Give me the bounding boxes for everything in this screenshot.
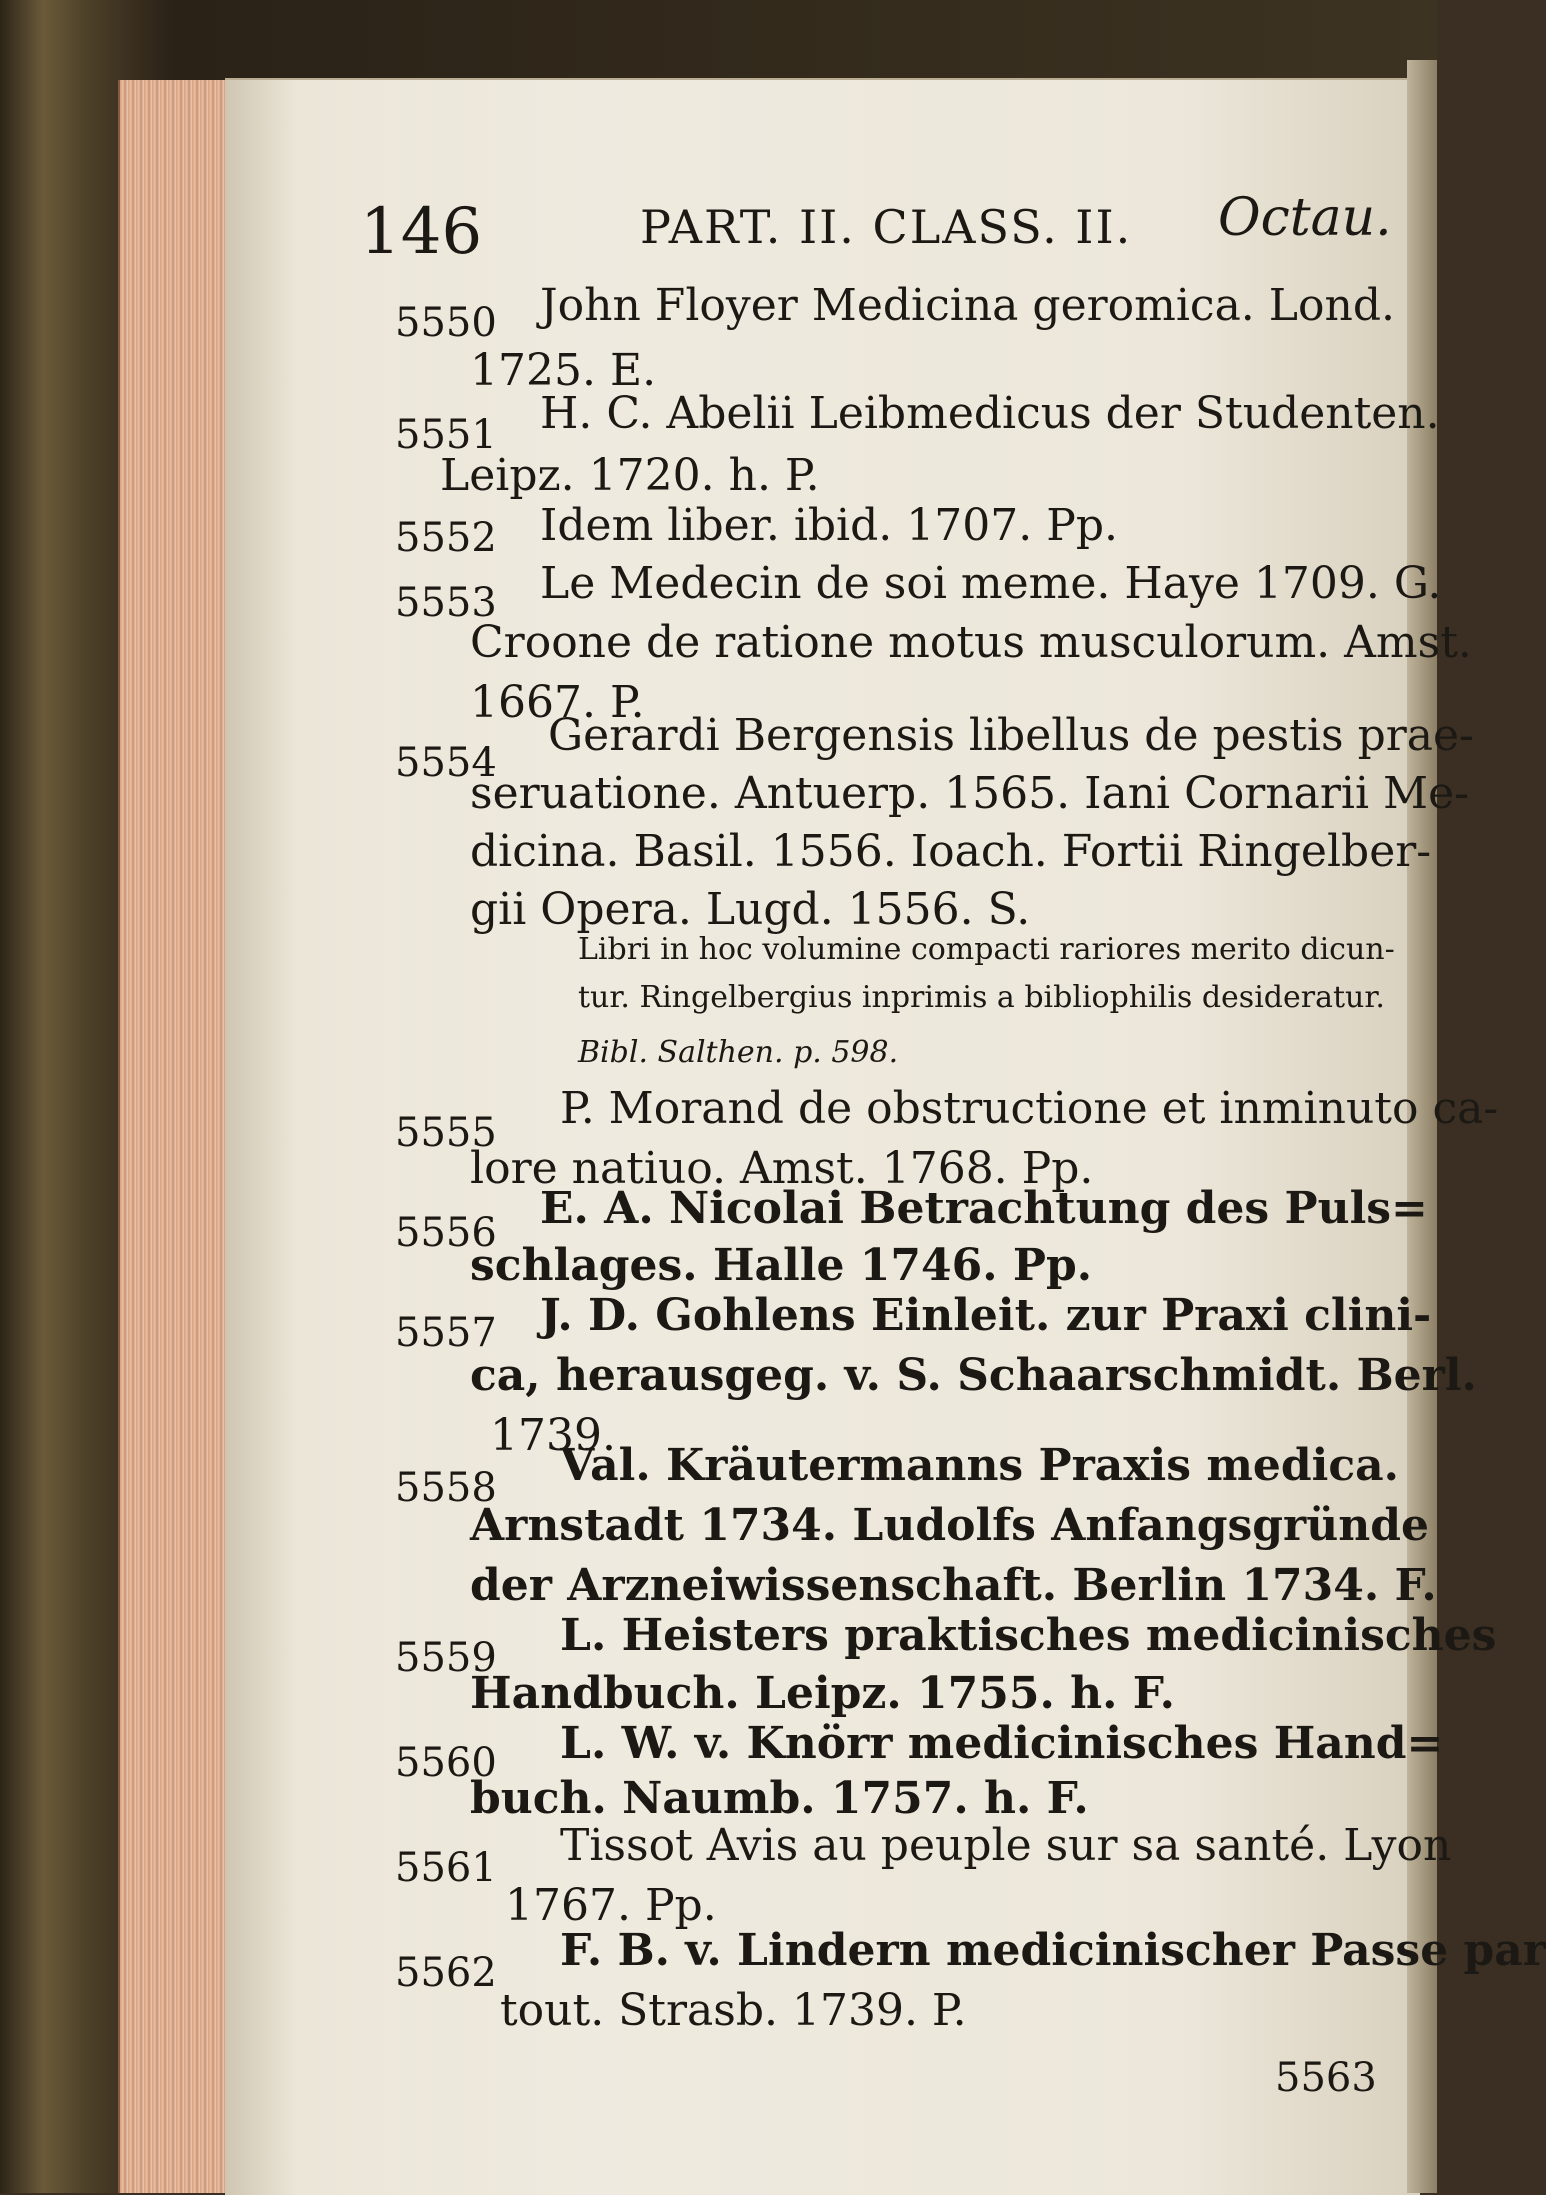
entry-number: 5560 — [395, 1740, 497, 1786]
entry-number: 5558 — [395, 1465, 497, 1511]
entry-line: ca, herausgeg. v. S. Schaarschmidt. Berl. — [470, 1350, 1477, 1401]
entry-line: Leipz. 1720. h. P. — [440, 450, 820, 501]
entry-line: Handbuch. Leipz. 1755. h. F. — [470, 1668, 1175, 1719]
entry-line: seruatione. Antuerp. 1565. Iani Cornarii Me- — [470, 768, 1470, 819]
entry-line: F. B. v. Lindern medicinischer Passe par — [560, 1925, 1546, 1976]
entry-line: H. C. Abelii Leibmedicus der Studenten. — [540, 388, 1440, 439]
entry-line: 1739. — [490, 1410, 616, 1461]
entry-line: J. D. Gohlens Einleit. zur Praxi clini- — [540, 1290, 1432, 1341]
entry-line: buch. Naumb. 1757. h. F. — [470, 1773, 1089, 1824]
entry-number: 5557 — [395, 1310, 497, 1356]
entry-line: Arnstadt 1734. Ludolfs Anfangsgründe — [470, 1500, 1429, 1551]
note-citation: Bibl. Salthen. p. 598. — [578, 1035, 899, 1070]
entry-line: L. Heisters praktisches medicinisches — [560, 1610, 1497, 1661]
page-edges — [118, 80, 230, 2193]
entry-line: John Floyer Medicina geromica. Lond. — [540, 280, 1395, 331]
entry-number: 5556 — [395, 1210, 497, 1256]
note-line: Libri in hoc volumine compacti rariores merito dicun- — [578, 932, 1395, 967]
entry-line: L. W. v. Knörr medicinisches Hand= — [560, 1718, 1444, 1769]
format-label: Octau. — [1218, 188, 1392, 248]
entry-number: 5553 — [395, 580, 497, 626]
entry-number: 5552 — [395, 515, 497, 561]
entry-line: der Arzneiwissenschaft. Berlin 1734. F. — [470, 1560, 1437, 1611]
entry-number: 5550 — [395, 300, 497, 346]
entry-line: 1725. E. — [470, 345, 657, 396]
entry-line: Tissot Avis au peuple sur sa santé. Lyon — [560, 1820, 1452, 1871]
note-line: tur. Ringelbergius inprimis a bibliophilis desideratur. — [578, 980, 1385, 1015]
entry-line: Le Medecin de soi meme. Haye 1709. G. — [540, 558, 1442, 609]
running-head: PART. II. CLASS. II. — [640, 200, 1133, 254]
entry-number: 5554 — [395, 740, 497, 786]
entry-line: P. Morand de obstructione et inminuto ca- — [560, 1083, 1499, 1134]
entry-line: tout. Strasb. 1739. P. — [500, 1985, 967, 2036]
entry-line: 1667. P. — [470, 677, 645, 728]
entry-line: Croone de ratione motus musculorum. Amst. — [470, 617, 1472, 668]
entry-number: 5555 — [395, 1110, 497, 1156]
page-number: 146 — [360, 195, 483, 269]
entry-line: gii Opera. Lugd. 1556. S. — [470, 884, 1031, 935]
entry-line: E. A. Nicolai Betrachtung des Puls= — [540, 1183, 1428, 1234]
entry-line: dicina. Basil. 1556. Ioach. Fortii Ringelber- — [470, 826, 1432, 877]
entry-line: lore natiuo. Amst. 1768. Pp. — [470, 1143, 1094, 1194]
entry-number: 5559 — [395, 1635, 497, 1681]
entry-line: Idem liber. ibid. 1707. Pp. — [540, 500, 1118, 551]
entry-number: 5551 — [395, 412, 497, 458]
entry-line: Gerardi Bergensis libellus de pestis prae- — [548, 710, 1474, 761]
entry-line: 1767. Pp. — [505, 1880, 717, 1931]
entry-line: schlages. Halle 1746. Pp. — [470, 1240, 1093, 1291]
catchword: 5563 — [1275, 2055, 1377, 2101]
entry-line: Val. Kräutermanns Praxis medica. — [560, 1440, 1399, 1491]
entry-number: 5562 — [395, 1950, 497, 1996]
entry-number: 5561 — [395, 1845, 497, 1891]
